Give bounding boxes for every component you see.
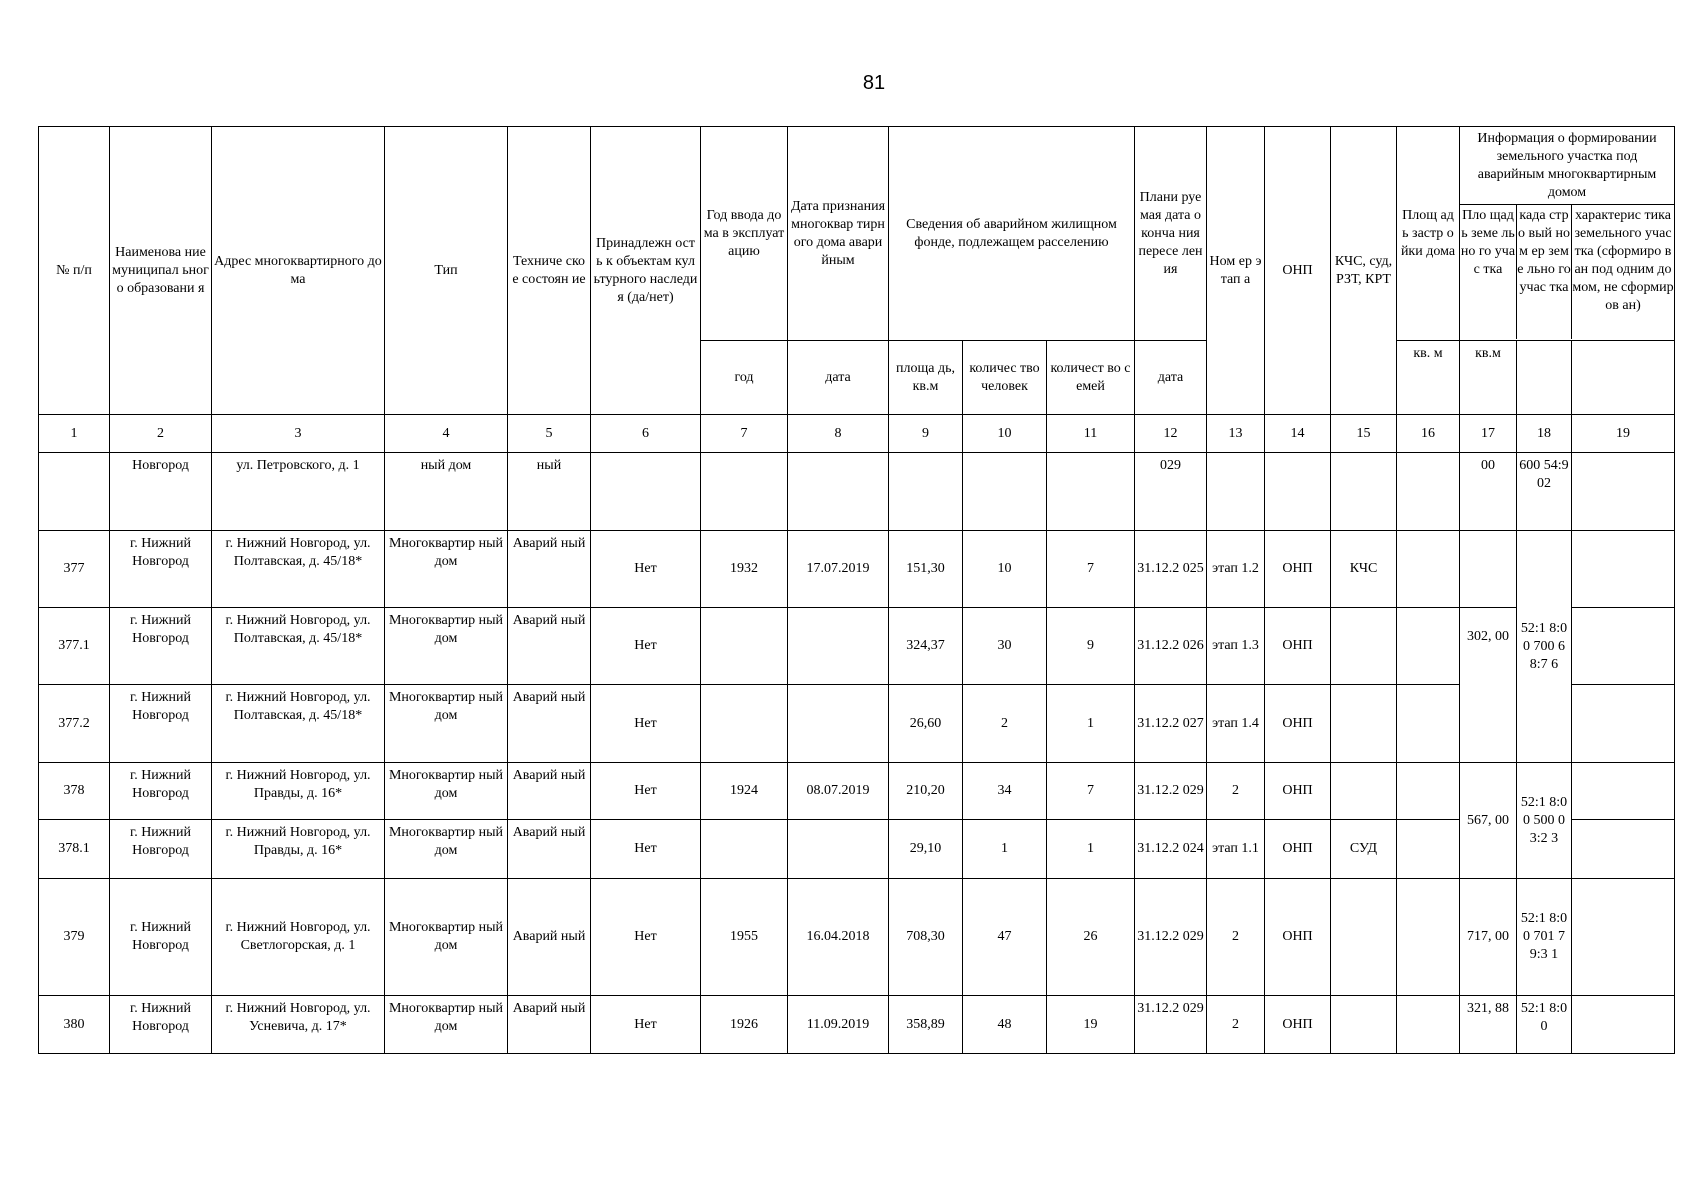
cell-num: 378 — [39, 763, 110, 820]
cell-plan-date: 029 — [1135, 453, 1207, 531]
cell-stage: 2 — [1207, 996, 1265, 1054]
cell-num: 377 — [39, 531, 110, 608]
cell-build-area — [1397, 996, 1460, 1054]
cell-people: 30 — [963, 608, 1047, 685]
column-number: 18 — [1517, 415, 1572, 453]
cell-families: 19 — [1047, 996, 1135, 1054]
cell-year — [701, 685, 788, 763]
header-cadastral: када стро вый ном ер земе льно го учас тка — [1517, 205, 1572, 339]
header-date: Дата признания многоквар тирного дома аварийным — [788, 127, 889, 341]
cell-year — [701, 453, 788, 531]
cell-num — [39, 453, 110, 531]
cell-onp: ОНП — [1265, 996, 1331, 1054]
cell-type: Многоквартир ный дом — [385, 608, 508, 685]
cell-condition: Аварий ный — [508, 820, 591, 879]
cell-stage: этап 1.4 — [1207, 685, 1265, 763]
header-type: Тип — [385, 127, 508, 415]
cell-stage: 2 — [1207, 763, 1265, 820]
subheader-families: количест во семей — [1047, 341, 1135, 415]
cell-municipality: г. Нижний Новгород — [110, 685, 212, 763]
header-kchs: КЧС, суд, РЗТ, КРТ — [1331, 127, 1397, 415]
cell-kchs — [1331, 996, 1397, 1054]
cell-people: 2 — [963, 685, 1047, 763]
cell-stage — [1207, 453, 1265, 531]
cell-date: 17.07.2019 — [788, 531, 889, 608]
cell-kchs: КЧС — [1331, 531, 1397, 608]
subheader-year: год — [701, 341, 788, 415]
cell-kchs — [1331, 453, 1397, 531]
cell-onp: ОНП — [1265, 763, 1331, 820]
cell-stage: этап 1.2 — [1207, 531, 1265, 608]
header-municipality: Наименова ние муниципал ьного образовани я — [110, 127, 212, 415]
cell-build-area — [1397, 685, 1460, 763]
cell-municipality: г. Нижний Новгород — [110, 531, 212, 608]
cell-condition: Аварий ный — [508, 996, 591, 1054]
cell-condition: ный — [508, 453, 591, 531]
subheader-plan-date: дата — [1135, 341, 1207, 415]
cell-kchs — [1331, 608, 1397, 685]
cell-area: 26,60 — [889, 685, 963, 763]
cell-onp: ОНП — [1265, 608, 1331, 685]
cell-condition: Аварий ный — [508, 685, 591, 763]
cell-area: 708,30 — [889, 879, 963, 996]
cell-plan-date: 31.12.2 029 — [1135, 763, 1207, 820]
cell-stage: этап 1.1 — [1207, 820, 1265, 879]
cell-area: 210,20 — [889, 763, 963, 820]
column-number: 15 — [1331, 415, 1397, 453]
cell-area — [889, 453, 963, 531]
column-numbers-row — [39, 415, 1675, 453]
header-row — [39, 127, 1675, 341]
subheader-build-area: кв. м — [1397, 341, 1460, 415]
cell-municipality: г. Нижний Новгород — [110, 879, 212, 996]
cell-date: 11.09.2019 — [788, 996, 889, 1054]
cell-plan-date: 31.12.2 029 — [1135, 879, 1207, 996]
cell-municipality: г. Нижний Новгород — [110, 608, 212, 685]
cell-municipality: г. Нижний Новгород — [110, 763, 212, 820]
header-plot-area: Пло щадь земе льно го учас тка — [1460, 205, 1517, 339]
cell-plot-char — [1572, 531, 1675, 608]
header-onp: ОНП — [1265, 127, 1331, 415]
cell-kchs — [1331, 763, 1397, 820]
cell-address: ул. Петровского, д. 1 — [212, 453, 385, 531]
header-build-area: Площ адь застр ойки дома — [1397, 127, 1460, 341]
cell-year: 1926 — [701, 996, 788, 1054]
cell-plot-char — [1572, 879, 1675, 996]
header-num: № п/п — [39, 127, 110, 415]
cell-type: ный дом — [385, 453, 508, 531]
header-stage: Ном ер этап а — [1207, 127, 1265, 415]
cell-date — [788, 453, 889, 531]
cell-cadastral: 52:1 8:00 500 03:2 3 — [1517, 763, 1572, 879]
cell-families: 7 — [1047, 531, 1135, 608]
cell-plot-char — [1572, 685, 1675, 763]
table-row — [39, 763, 1675, 820]
cell-stage: этап 1.3 — [1207, 608, 1265, 685]
cell-families: 9 — [1047, 608, 1135, 685]
cell-build-area — [1397, 879, 1460, 996]
cell-type: Многоквартир ный дом — [385, 531, 508, 608]
cell-year — [701, 820, 788, 879]
cell-year: 1932 — [701, 531, 788, 608]
column-number: 14 — [1265, 415, 1331, 453]
cell-address: г. Нижний Новгород, ул. Усневича, д. 17* — [212, 996, 385, 1054]
column-number: 5 — [508, 415, 591, 453]
cell-plot-char — [1572, 820, 1675, 879]
column-number: 7 — [701, 415, 788, 453]
header-plot-info — [1460, 127, 1675, 341]
table-row — [39, 879, 1675, 996]
cell-address: г. Нижний Новгород, ул. Правды, д. 16* — [212, 763, 385, 820]
cell-plan-date: 31.12.2 027 — [1135, 685, 1207, 763]
column-number: 12 — [1135, 415, 1207, 453]
cell-kchs: СУД — [1331, 820, 1397, 879]
table-row — [39, 820, 1675, 879]
cell-build-area — [1397, 531, 1460, 608]
cell-date — [788, 685, 889, 763]
cell-people: 48 — [963, 996, 1047, 1054]
cell-people: 34 — [963, 763, 1047, 820]
cell-type: Многоквартир ный дом — [385, 763, 508, 820]
cell-area: 151,30 — [889, 531, 963, 608]
cell-kchs — [1331, 685, 1397, 763]
header-plot-info-columns — [1460, 205, 1674, 339]
cell-onp — [1265, 453, 1331, 531]
cell-cadastral: 52:1 8:00 — [1517, 996, 1572, 1054]
cell-cadastral: 600 54:9 02 — [1517, 453, 1572, 531]
cell-condition: Аварий ный — [508, 879, 591, 996]
cell-onp: ОНП — [1265, 685, 1331, 763]
cell-onp: ОНП — [1265, 820, 1331, 879]
cell-heritage: Нет — [591, 685, 701, 763]
table-row — [39, 996, 1675, 1054]
cell-num: 379 — [39, 879, 110, 996]
subheader-plot-char — [1572, 341, 1675, 415]
table-row — [39, 608, 1675, 685]
cell-condition: Аварий ный — [508, 531, 591, 608]
cell-families: 7 — [1047, 763, 1135, 820]
cell-plan-date: 31.12.2 025 — [1135, 531, 1207, 608]
cell-num: 380 — [39, 996, 110, 1054]
cell-heritage: Нет — [591, 996, 701, 1054]
cell-year: 1955 — [701, 879, 788, 996]
cell-date — [788, 820, 889, 879]
cell-people: 10 — [963, 531, 1047, 608]
cell-date — [788, 608, 889, 685]
subheader-people: количес тво человек — [963, 341, 1047, 415]
cell-date: 08.07.2019 — [788, 763, 889, 820]
header-plot-char: характерис тика земельного участка (сформиро ван под одним домом, не сформиров ан) — [1572, 208, 1674, 313]
column-number: 9 — [889, 415, 963, 453]
cell-people — [963, 453, 1047, 531]
column-number: 19 — [1572, 415, 1675, 453]
cell-stage: 2 — [1207, 879, 1265, 996]
page-number: 81 — [862, 72, 886, 94]
cell-families: 1 — [1047, 685, 1135, 763]
column-number: 10 — [963, 415, 1047, 453]
column-number: 11 — [1047, 415, 1135, 453]
cell-address: г. Нижний Новгород, ул. Правды, д. 16* — [212, 820, 385, 879]
cell-year — [701, 608, 788, 685]
subheader-plot-area: кв.м — [1460, 341, 1517, 415]
table-row — [39, 685, 1675, 763]
subheader-cadastral — [1517, 341, 1572, 415]
cell-num: 378.1 — [39, 820, 110, 879]
column-number: 4 — [385, 415, 508, 453]
cell-type: Многоквартир ный дом — [385, 879, 508, 996]
cell-heritage: Нет — [591, 531, 701, 608]
column-number: 13 — [1207, 415, 1265, 453]
header-condition: Техниче ское состоян ие — [508, 127, 591, 415]
cell-plot-char — [1572, 763, 1675, 820]
header-plan-date: Плани руемая дата оконча ния пересе ления — [1135, 127, 1207, 341]
cell-heritage: Нет — [591, 763, 701, 820]
subheader-area: площа дь, кв.м — [889, 341, 963, 415]
cell-people: 1 — [963, 820, 1047, 879]
cell-plot-area: 00 — [1460, 453, 1517, 531]
cell-type: Многоквартир ный дом — [385, 996, 508, 1054]
cell-plot-char — [1572, 996, 1675, 1054]
column-number: 17 — [1460, 415, 1517, 453]
cell-type: Многоквартир ный дом — [385, 820, 508, 879]
column-number: 2 — [110, 415, 212, 453]
header-heritage: Принадлежн ость к объектам культурного наследия (да/нет) — [591, 127, 701, 415]
cell-plot-area: 321, 88 — [1460, 996, 1517, 1054]
cell-plot-char — [1572, 608, 1675, 685]
column-number: 1 — [39, 415, 110, 453]
cell-area: 324,37 — [889, 608, 963, 685]
cell-heritage — [591, 453, 701, 531]
header-emergency-fund: Сведения об аварийном жилищном фонде, подлежащем расселению — [889, 127, 1135, 341]
cell-build-area — [1397, 453, 1460, 531]
column-number: 6 — [591, 415, 701, 453]
cell-build-area — [1397, 608, 1460, 685]
cell-plot-char — [1572, 453, 1675, 531]
cell-condition: Аварий ный — [508, 608, 591, 685]
column-number: 3 — [212, 415, 385, 453]
header-address: Адрес многоквартирного дома — [212, 127, 385, 415]
cell-num: 377.1 — [39, 608, 110, 685]
cell-onp: ОНП — [1265, 531, 1331, 608]
cell-type: Многоквартир ный дом — [385, 685, 508, 763]
cell-area: 29,10 — [889, 820, 963, 879]
cell-plan-date: 31.12.2 029 — [1135, 996, 1207, 1054]
cell-plot-area: 717, 00 — [1460, 879, 1517, 996]
cell-address: г. Нижний Новгород, ул. Светлогорская, д. 1 — [212, 879, 385, 996]
cell-build-area — [1397, 820, 1460, 879]
cell-municipality: Новгород — [110, 453, 212, 531]
cell-plan-date: 31.12.2 026 — [1135, 608, 1207, 685]
cell-cadastral: 52:1 8:00 701 79:3 1 — [1517, 879, 1572, 996]
cell-address: г. Нижний Новгород, ул. Полтавская, д. 45/18* — [212, 608, 385, 685]
cell-heritage: Нет — [591, 820, 701, 879]
cell-families: 1 — [1047, 820, 1135, 879]
cell-build-area — [1397, 763, 1460, 820]
cell-address: г. Нижний Новгород, ул. Полтавская, д. 45/18* — [212, 531, 385, 608]
cell-heritage: Нет — [591, 608, 701, 685]
cell-kchs — [1331, 879, 1397, 996]
cell-heritage: Нет — [591, 879, 701, 996]
cell-condition: Аварий ный — [508, 763, 591, 820]
column-number: 16 — [1397, 415, 1460, 453]
cell-plot-area — [1460, 531, 1517, 608]
cell-people: 47 — [963, 879, 1047, 996]
header-year: Год ввода дома в эксплуат ацию — [701, 127, 788, 341]
cell-families: 26 — [1047, 879, 1135, 996]
cell-date: 16.04.2018 — [788, 879, 889, 996]
cell-municipality: г. Нижний Новгород — [110, 996, 212, 1054]
table-row — [39, 531, 1675, 608]
cell-num: 377.2 — [39, 685, 110, 763]
cell-plot-area: 302, 00 — [1460, 608, 1517, 763]
cell-onp: ОНП — [1265, 879, 1331, 996]
column-number: 8 — [788, 415, 889, 453]
table-row — [39, 453, 1675, 531]
cell-municipality: г. Нижний Новгород — [110, 820, 212, 879]
emergency-housing-table — [38, 126, 1675, 1054]
cell-plot-area: 567, 00 — [1460, 763, 1517, 879]
header-plot-info-title: Информация о формировании земельного участка под аварийным многоквартирным домом — [1460, 127, 1674, 205]
cell-year: 1924 — [701, 763, 788, 820]
subheader-date: дата — [788, 341, 889, 415]
cell-plan-date: 31.12.2 024 — [1135, 820, 1207, 879]
cell-cadastral: 52:1 8:00 700 68:7 6 — [1517, 531, 1572, 763]
cell-families — [1047, 453, 1135, 531]
cell-area: 358,89 — [889, 996, 963, 1054]
cell-address: г. Нижний Новгород, ул. Полтавская, д. 45/18* — [212, 685, 385, 763]
